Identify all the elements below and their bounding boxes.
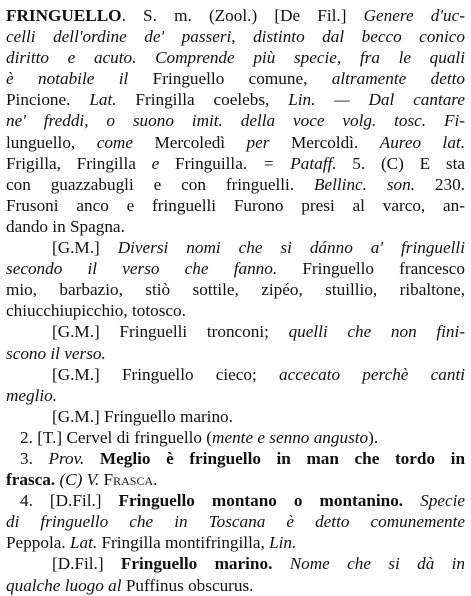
entry-line: 2. [T.] Cervel di fringuello (mente e senno angusto).: [20, 427, 379, 447]
source-tag: [D.Fil.]: [52, 554, 121, 574]
source-tag: [T.]: [37, 427, 67, 447]
sense-2: [6, 427, 465, 448]
gm-note-diversi-nomi: [6, 237, 465, 321]
gm-note-fringuelli-tronconi: [6, 321, 465, 363]
entry-line: Frigilla, Fringilla e Fringuilla. = Pataff. 5. (C) E sta: [6, 153, 465, 173]
sense-3: [6, 448, 465, 490]
cross-reference: Frasca: [103, 470, 154, 490]
entry-line: mio, barbazio, stiò sottile, zipéo, stuillio, ribaltone,: [6, 280, 465, 300]
entry-line: [G.M.] Fringuello marino.: [52, 406, 233, 426]
source-tag: [G.M.]: [52, 364, 122, 384]
entry-line: è notabile il Fringuello comune, altramente detto: [6, 69, 465, 89]
definition-text: Genere d'uc-: [363, 6, 465, 25]
entry-line: chiucchiupicchio, totosco.: [6, 301, 186, 321]
entry-line: meglio.: [6, 385, 58, 405]
entry-line: qualche luogo al Puffinus obscurus.: [6, 575, 254, 595]
sense-number: 2.: [20, 427, 38, 447]
headword: FRINGUELLO: [6, 6, 122, 25]
entry-line: 3. Prov. Meglio è fringuello in man che tordo in: [20, 448, 465, 468]
sense-number: 3.: [20, 448, 49, 468]
entry-fringuello: [6, 5, 465, 237]
sense-5: [6, 553, 465, 595]
entry-line: di fringuello che in Toscana è detto comunemente: [6, 512, 465, 532]
sense-4: [6, 490, 465, 553]
entry-line: diritto e acuto. Comprende più specie, fra le quali: [6, 48, 465, 68]
source-tag: [G.M.]: [52, 406, 105, 426]
entry-line: secondo il verso che fanno. Fringuello francesco: [6, 259, 465, 279]
sense-number: 4.: [20, 491, 50, 511]
entry-line: frasca. (C) V. Frasca.: [6, 470, 158, 490]
source-tag: [D.Fil.]: [49, 491, 119, 511]
entry-line: Peppola. Lat. Fringilla montifringilla, Lin.: [6, 533, 297, 553]
source-tag: [G.M.]: [52, 238, 118, 258]
entry-line: [G.M.] Diversi nomi che si dánno a' fringuelli: [52, 238, 465, 258]
entry-line: lunguello, come Mercoledì per Mercoldì. Aureo lat.: [6, 132, 465, 152]
entry-line: celli dell'ordine de' passeri, distinto dal becco conico: [6, 27, 465, 47]
entry-line: Pincione. Lat. Fringilla coelebs, Lin. — Dal cantare: [6, 90, 465, 110]
entry-line: Frusoni anco e fringuelli Furono presi al varco, an-: [6, 195, 465, 215]
entry-line: [6, 5, 465, 26]
gm-note-fringuello-marino: [6, 406, 465, 427]
grammar-label: . S. m. (Zool.) [De Fil.]: [121, 6, 364, 25]
entry-line: [G.M.] Fringuelli tronconi; quelli che non fini-: [52, 322, 465, 342]
entry-line: scono il verso.: [6, 343, 106, 363]
entry-line: 4. [D.Fil.] Fringuello montano o montanino. Specie: [20, 491, 465, 511]
entry-line: con guazzabugli e con fringuelli. Bellinc. son. 230.: [6, 174, 465, 194]
gm-note-fringuello-cieco: [6, 364, 465, 406]
entry-line: [D.Fil.] Fringuello marino. Nome che si dà in: [52, 554, 465, 574]
entry-line: dando in Spagna.: [6, 216, 125, 236]
entry-line: ne' freddi, o suono imit. della voce volg. tosc. Fi-: [6, 111, 465, 131]
source-tag: [G.M.]: [52, 322, 120, 342]
entry-line: [G.M.] Fringuello cieco; accecato perchè canti: [52, 364, 465, 384]
